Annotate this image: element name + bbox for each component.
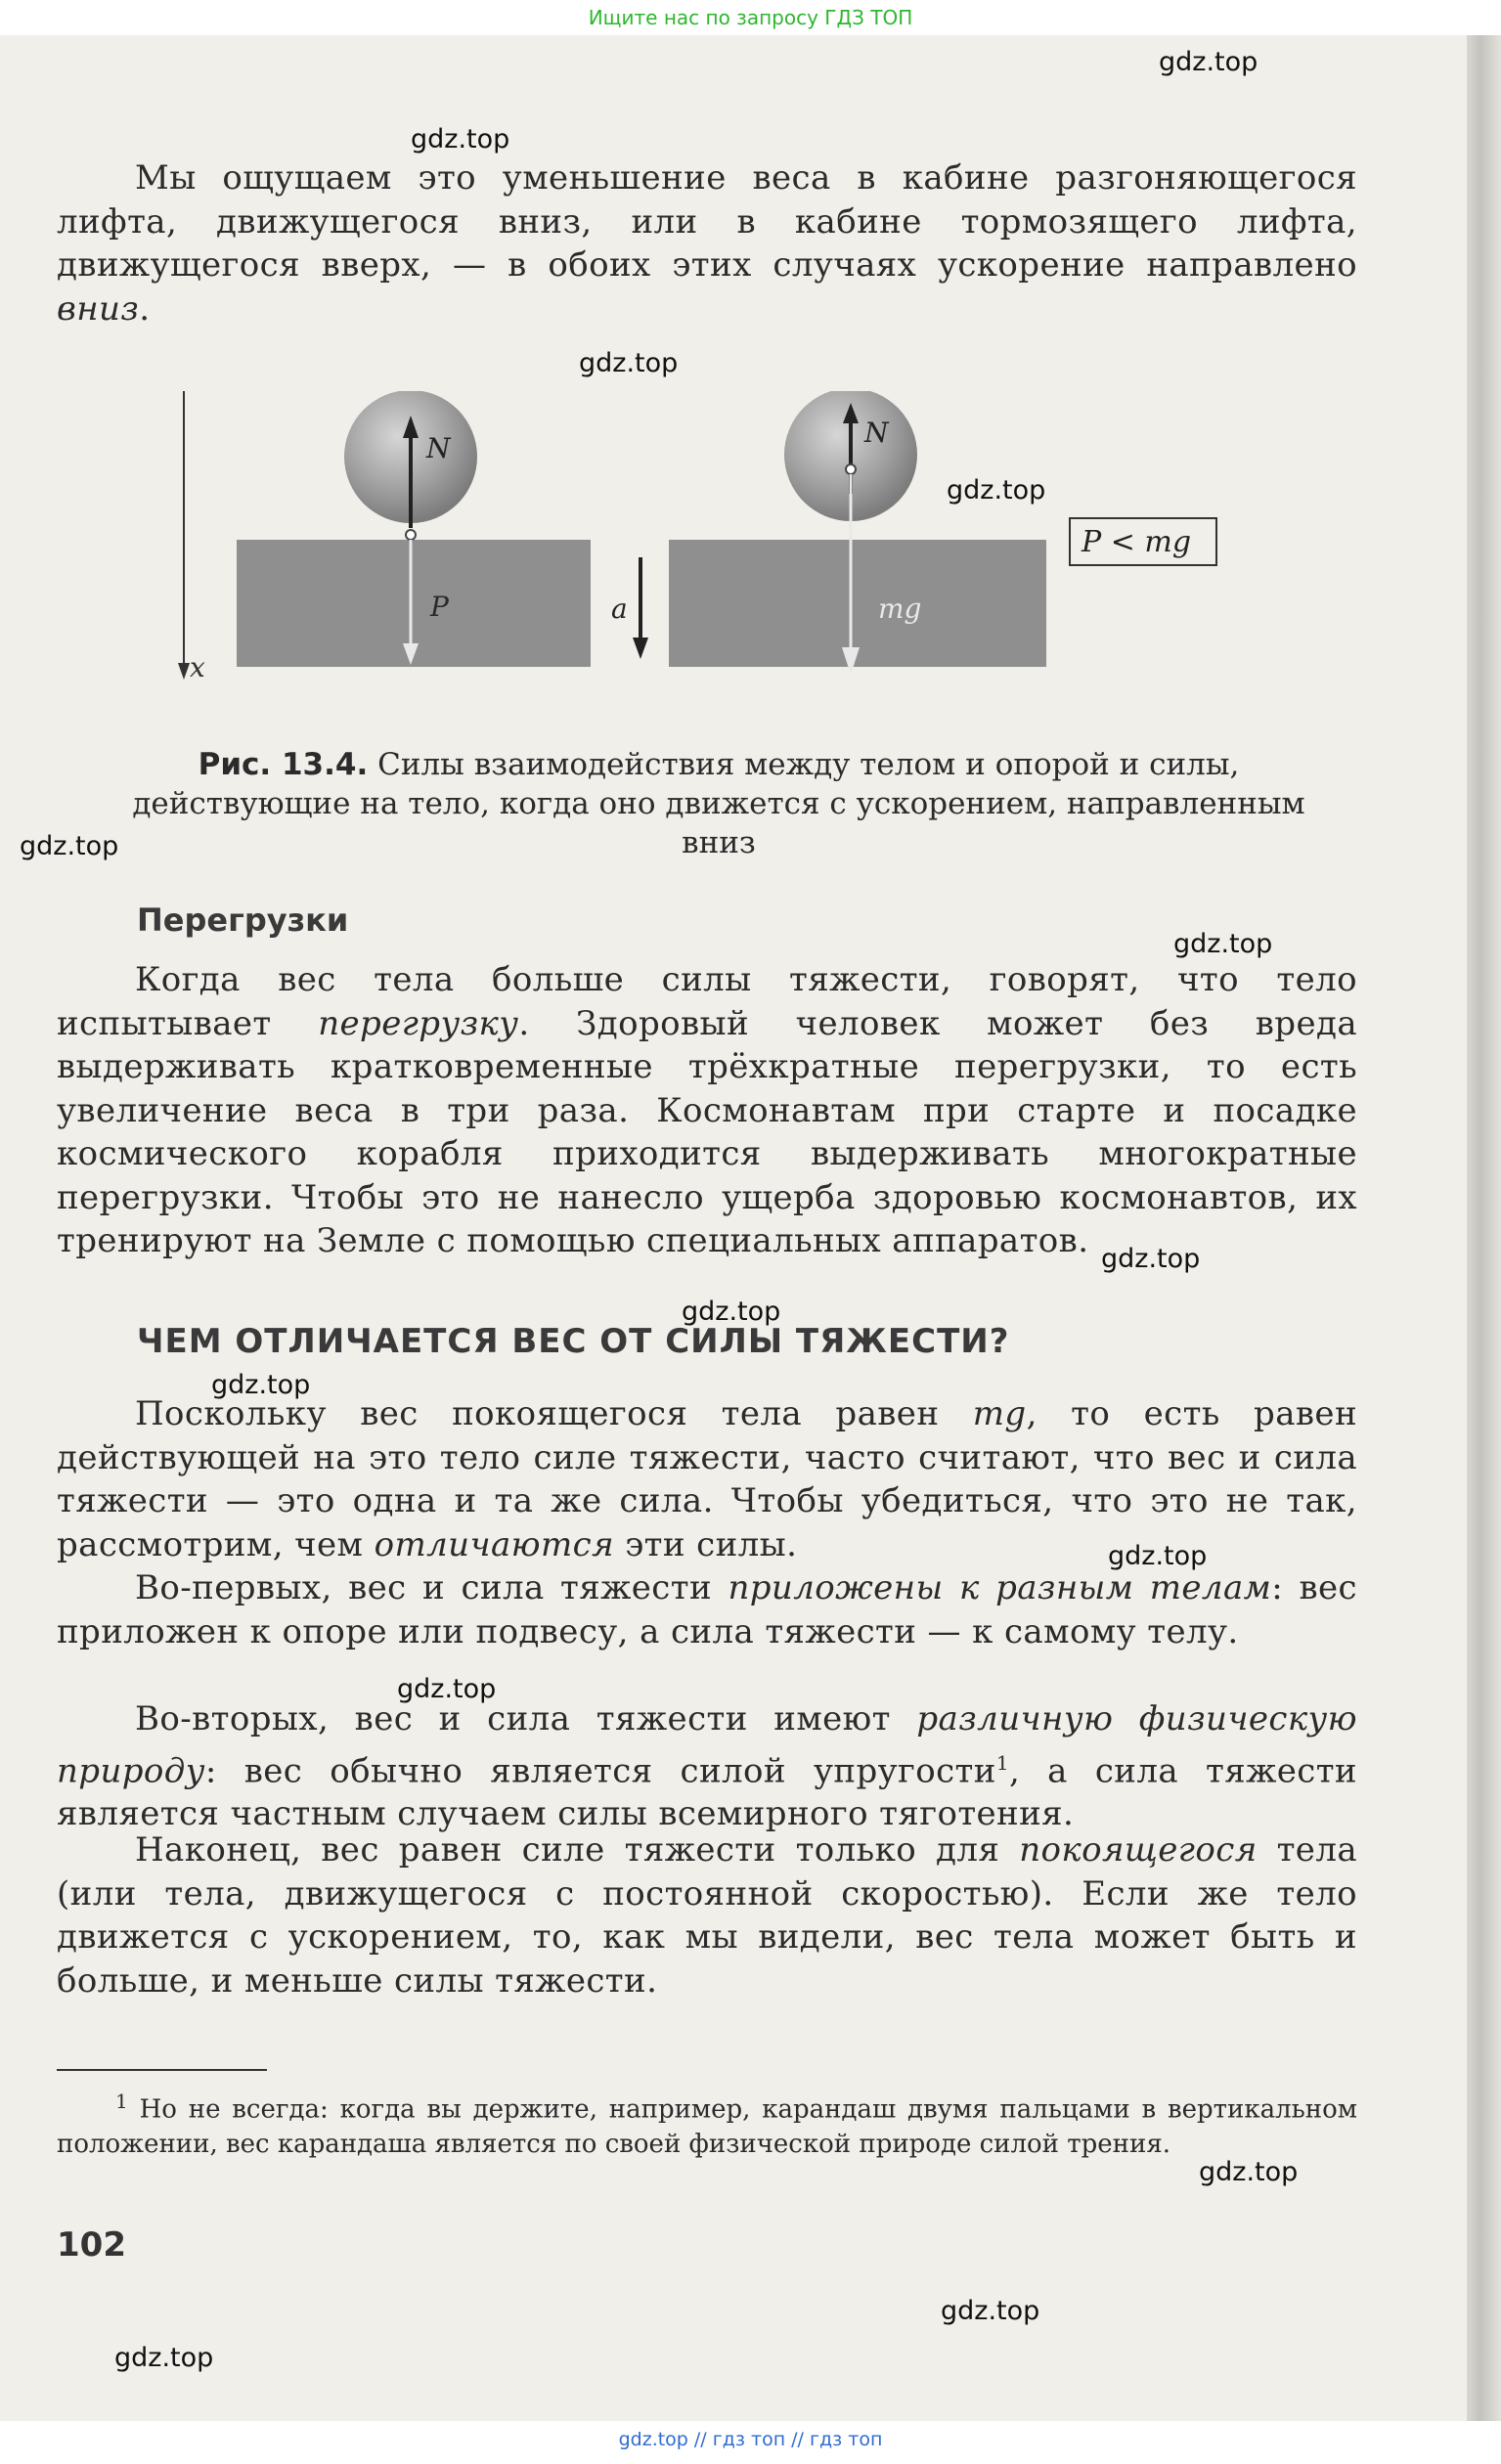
paragraph-second: Во-вторых, вес и сила тяжести имеют различную физическую природу: вес обычно является силой упругости$^1$, а сила тяжести является частным случаем силы всемирного тяготения. <box>57 1699 1358 1834</box>
a-label: a <box>611 593 628 625</box>
watermark: gdz.top <box>20 831 119 861</box>
watermark: gdz.top <box>1173 929 1273 959</box>
right-N-label: N <box>864 417 889 449</box>
watermark: gdz.top <box>1199 2157 1299 2187</box>
paragraph-finally: Наконец, вес равен силе тяжести только для покоящегося тела (или тела, движущегося с постоянной скоростью). Если же тело движется с ускорением, то, как мы видели, вес тела может быть и больше, и меньше силы тяжести. <box>57 1830 1357 2001</box>
watermark: gdz.top <box>397 1674 497 1704</box>
watermark: gdz.top <box>211 1370 311 1400</box>
watermark: gdz.top <box>411 124 510 154</box>
watermark: gdz.top <box>682 1297 781 1327</box>
x-axis-arrowhead <box>178 663 190 680</box>
right-center-point <box>846 464 856 474</box>
paragraph-intro: Мы ощущаем это уменьшение веса в кабине разгоняющегося лифта, движущегося вниз, или в кабине тормозящего лифта, движущегося вверх, — в обоих этих случаях ускорение направлено вниз. <box>57 158 1357 329</box>
mg-label: mg <box>878 593 922 625</box>
x-axis-label: x <box>190 651 205 683</box>
watermark: gdz.top <box>1101 1244 1201 1274</box>
P-label: P <box>430 591 449 623</box>
heading-overload: Перегрузки <box>137 902 349 939</box>
section-title: ЧЕМ ОТЛИЧАЕТСЯ ВЕС ОТ СИЛЫ ТЯЖЕСТИ? <box>137 1322 1010 1361</box>
figure-13-4 <box>147 391 1271 704</box>
watermark: gdz.top <box>1108 1541 1208 1571</box>
watermark: gdz.top <box>114 2343 214 2373</box>
relation-label: P < mg <box>1082 525 1192 559</box>
page-edge-shadow <box>1467 35 1501 2421</box>
top-search-banner[interactable]: Ищите нас по запросу ГДЗ ТОП <box>588 6 913 29</box>
footnote-separator <box>57 2069 267 2071</box>
paragraph-overload: Когда вес тела больше силы тяжести, говорят, что тело испытывает перегрузку. Здоровый человек может без вреда выдерживать кратковременные трёхкратные перегрузки, то есть увеличение веса в три раза. Космонавтам при старте и посадке космического корабля приходится выдерживать многократные перегрузки. Чтобы это не нанесло ущерба здоровью космонавтов, их тренируют на Земле с помощью специальных аппаратов. <box>57 960 1357 1260</box>
left-contact-point <box>406 530 416 540</box>
paragraph-difference: Поскольку вес покоящегося тела равен mg, то есть равен действующей на это тело силе тяжести, часто считают, что вес и сила тяжести — это одна и та же сила. Чтобы убедиться, что это не так, рассмотрим, чем отличаются эти силы. <box>57 1394 1358 1564</box>
paragraph-first: Во-первых, вес и сила тяжести приложены к разным телам: вес приложен к опоре или подвесу, а сила тяжести — к самому телу. <box>57 1568 1358 1651</box>
watermark: gdz.top <box>941 2296 1040 2326</box>
figure-caption: Рис. 13.4. Силы взаимодействия между телом и опорой и силы, действующие на тело, когда оно движется с ускорением, направленным вниз <box>132 747 1305 860</box>
watermark: gdz.top <box>1159 47 1258 77</box>
footnote: $^1$ Но не всегда: когда вы держите, например, карандаш двумя пальцами в вертикальном положении, вес карандаша является по своей физической природе силой трения. <box>57 2090 1358 2159</box>
watermark: gdz.top <box>579 348 679 378</box>
page-number: 102 <box>57 2225 126 2265</box>
acceleration-arrowhead <box>633 638 648 659</box>
watermark: gdz.top <box>947 475 1046 506</box>
left-N-label: N <box>426 432 451 464</box>
bottom-links-banner[interactable]: gdz.top // гдз топ // гдз топ <box>618 2429 883 2450</box>
